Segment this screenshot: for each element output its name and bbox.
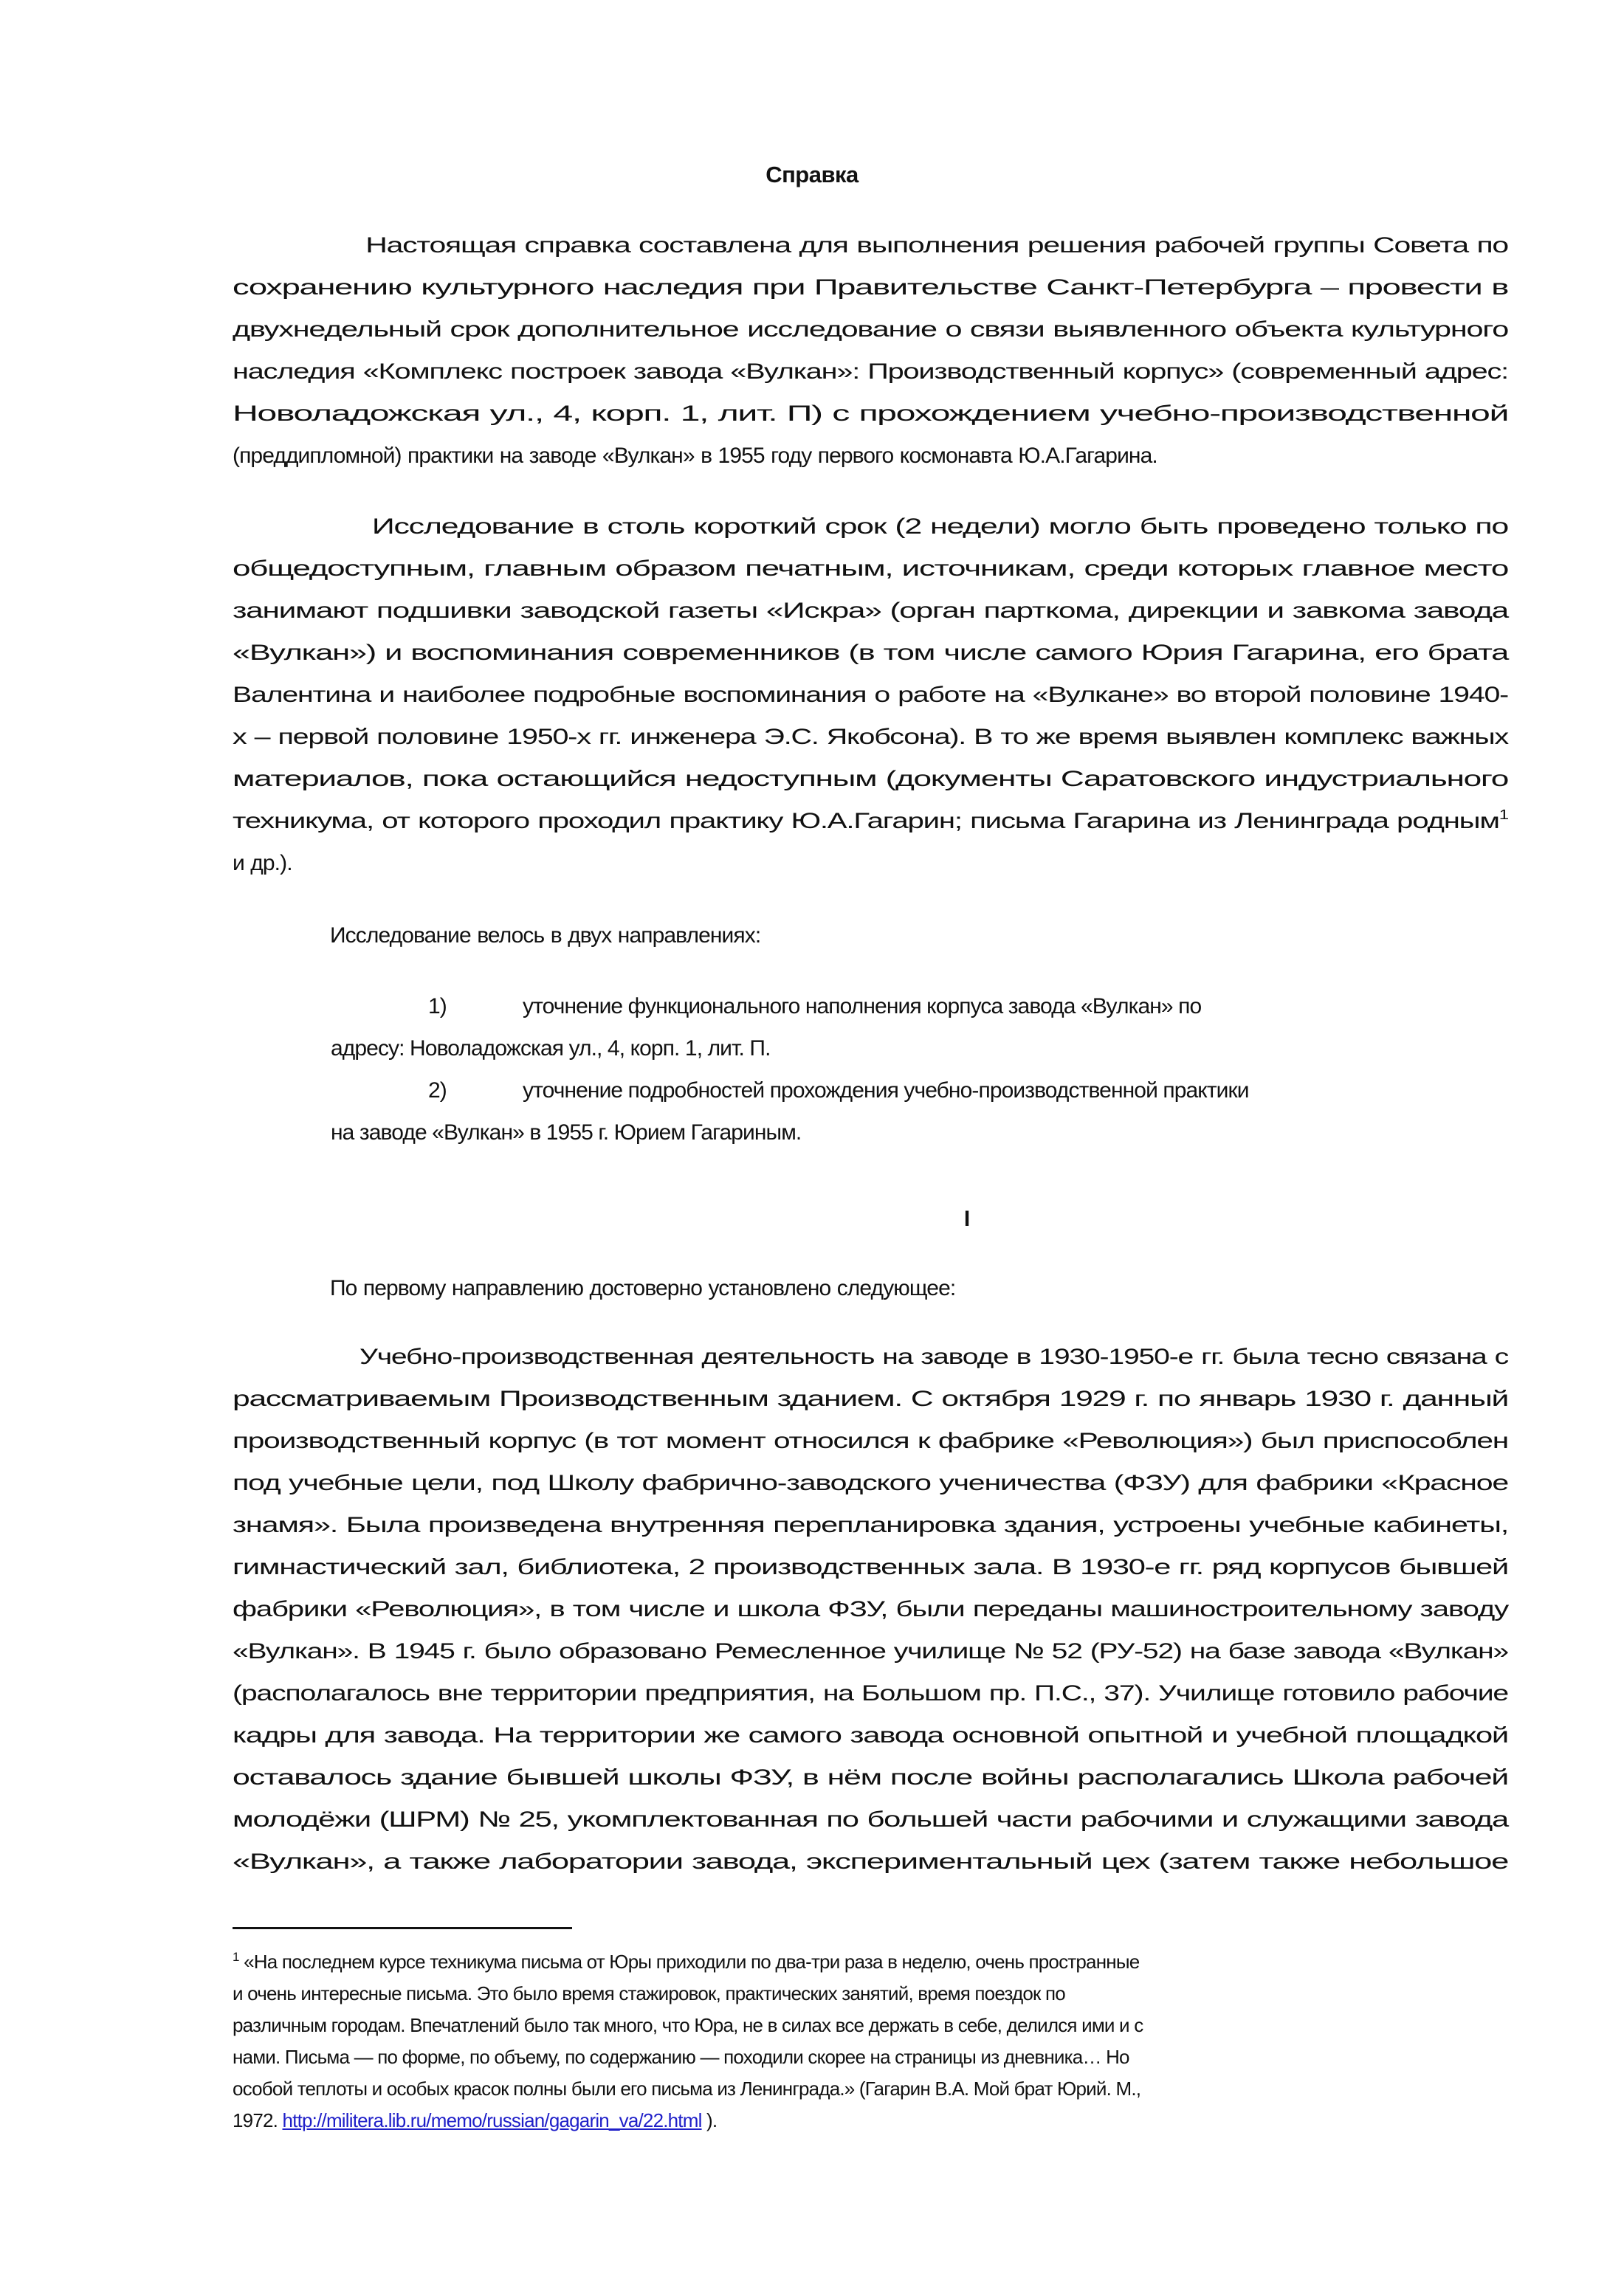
text-line: (преддипломной) практики на заводе «Вулкан» в 1955 году первого космонавта Ю.А.Гагарина.	[233, 444, 1157, 468]
text-line: оставалось здание бывшей школы ФЗУ, в нём после войны располагались Школа рабочей	[233, 1765, 1508, 1790]
text-line: сохранению культурного наследия при Правительстве Санкт-Петербурга – провести в	[233, 275, 1508, 300]
section-heading: I	[963, 1207, 971, 1231]
list-number: 1)	[428, 994, 447, 1018]
list-item	[331, 985, 1512, 1069]
text-line: рассматриваемым Производственным зданием. С октября 1929 г. по январь 1930 г. данный	[233, 1387, 1508, 1411]
footnote-line: нами. Письма — по форме, по объему, по содержанию — походили скорее на страницы из дневника… Но	[233, 2046, 1129, 2068]
footnote-line: $^1$ «На последнем курсе техникума письма от Юры приходили по два-три раза в неделю, очень пространные	[233, 1950, 1140, 1973]
paragraph-intro	[233, 224, 1508, 477]
text-line: Настоящая справка составлена для выполнения решения рабочей группы Совета по	[365, 233, 1508, 258]
text-line: фабрики «Революция», в том числе и школа ФЗУ, были переданы машиностроительному заводу	[233, 1597, 1508, 1621]
text-line: производственный корпус (в тот момент относился к фабрике «Революция») был приспособлен	[233, 1429, 1508, 1453]
list-item-text: уточнение подробностей прохождения учебно-производственной практики	[523, 1078, 1249, 1103]
text-line: х – первой половине 1950-х гг. инженера Э.С. Якобсона). В то же время выявлен комплекс важных	[233, 725, 1508, 749]
text-line: молодёжи (ШРМ) № 25, укомплектованная по большей части рабочими и служащими завода	[233, 1807, 1508, 1832]
list-item	[331, 1069, 1512, 1154]
footnote-line: особой теплоты и особых красок полны были его письма из Ленинграда.» (Гагарин В.А. Мой брат Юрий. М.,	[233, 2078, 1141, 2100]
text-line: кадры для завода. На территории же самого завода основной опытной и учебной площадкой	[233, 1723, 1508, 1748]
list-number: 2)	[428, 1078, 447, 1103]
footnote	[233, 1946, 1508, 2137]
text-line: (располагалось вне территории предприятия, на Большом пр. П.С., 37). Училище готовило рабочие	[233, 1681, 1508, 1706]
source-link[interactable]: http://militera.lib.ru/memo/russian/gagarin_va/22.html	[282, 2109, 702, 2131]
footnote-line: 1972. http://militera.lib.ru/memo/russian/gagarin_va/22.html ).	[233, 2109, 718, 2131]
list-item-text: адресу: Новоладожская ул., 4, корп. 1, лит. П.	[331, 1036, 771, 1061]
paragraph-history	[233, 1336, 1508, 1883]
footnote-separator	[233, 1927, 572, 1929]
numbered-list	[331, 985, 1512, 1154]
text-line: По первому направлению достоверно установлено следующее:	[330, 1276, 956, 1300]
paragraph-established	[233, 1267, 1508, 1309]
text-line: и др.).	[233, 851, 292, 875]
text-line: общедоступным, главным образом печатным, источникам, среди которых главное место	[233, 556, 1509, 581]
text-line: Исследование велось в двух направлениях:	[330, 923, 761, 948]
text-line: материалов, пока остающийся недоступным (документы Саратовского индустриального	[233, 767, 1508, 791]
document-title: Справка	[765, 162, 859, 187]
text-line: Исследование в столь короткий срок (2 недели) могло быть проведено только по	[371, 514, 1508, 539]
text-line: «Вулкан») и воспоминания современников (в том числе самого Юрия Гагарина, его брата	[233, 641, 1508, 665]
text-line: Учебно-производственная деятельность на заводе в 1930-1950-е гг. была тесно связана с	[359, 1345, 1509, 1369]
text-line: знамя». Была произведена внутренняя перепланировка здания, устроены учебные кабинеты,	[233, 1513, 1508, 1537]
text-line: под учебные цели, под Школу фабрично-заводского ученичества (ФЗУ) для фабрики «Красное	[233, 1471, 1509, 1495]
text-line: «Вулкан». В 1945 г. было образовано Ремесленное училище № 52 (РУ-52) на базе завода «Вулкан»	[233, 1639, 1508, 1664]
paragraph-directions	[233, 914, 1508, 956]
text-line: «Вулкан», а также лаборатории завода, экспериментальный цех (затем также небольшое	[233, 1849, 1508, 1874]
list-item-text: на заводе «Вулкан» в 1955 г. Юрием Гагариным.	[331, 1120, 802, 1145]
text-line: занимают подшивки заводской газеты «Искра» (орган парткома, дирекции и завкома завода	[233, 599, 1509, 623]
paragraph-sources	[233, 506, 1508, 884]
list-item-text: уточнение функционального наполнения корпуса завода «Вулкан» по	[523, 994, 1202, 1018]
text-line: Новоладожская ул., 4, корп. 1, лит. П) с прохождением учебно-производственной	[233, 401, 1508, 426]
text-line: гимнастический зал, библиотека, 2 производственных зала. В 1930-е гг. ряд корпусов бывшей	[233, 1555, 1508, 1579]
footnote-reference[interactable]: 1	[1499, 807, 1508, 822]
text-line: наследия «Комплекс построек завода «Вулкан»: Производственный корпус» (современный адрес:	[233, 359, 1508, 384]
text-line: двухнедельный срок дополнительное исследование о связи выявленного объекта культурного	[233, 317, 1508, 342]
text-line: Валентина и наиболее подробные воспоминания о работе на «Вулкане» во второй половине 1940-	[233, 683, 1508, 707]
footnote-number: 1	[233, 1950, 239, 1964]
footnote-line: и очень интересные письма. Это было время стажировок, практических занятий, время поездок по	[233, 1982, 1065, 2004]
text-line: техникума, от которого проходил практику Ю.А.Гагарин; письма Гагарина из Ленинграда родным$^1$	[233, 807, 1508, 833]
footnote-line: различным городам. Впечатлений было так много, что Юра, не в силах все держать в себе, делился ими и с	[233, 2014, 1143, 2036]
